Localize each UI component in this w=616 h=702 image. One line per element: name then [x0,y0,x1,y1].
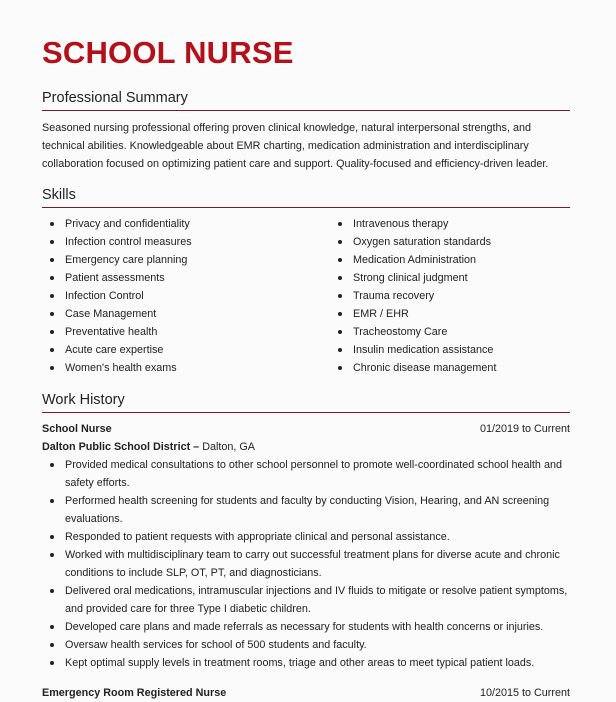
skills-list [42,215,570,377]
skills-column-1 [42,215,330,377]
skill-item: Acute care expertise [42,341,330,359]
job-bullets [42,456,570,672]
job-entry [42,684,570,702]
section-heading-skills: Skills [42,186,570,208]
skill-item: Insulin medication assistance [330,341,570,359]
job-bullet: Kept optimal supply levels in treatment rooms, triage and other areas to meet typical patient loads. [42,654,570,672]
summary-text: Seasoned nursing professional offering proven clinical knowledge, natural interpersonal strengths, and technical abilities. Knowledgeable about EMR charting, medication administration and interdisciplinary collaboration focused on optimizing patient care and support. Quality-focused and efficiency-driven leader. [42,122,549,170]
skill-item: Infection Control [42,287,330,305]
skill-item: Strong clinical judgment [330,269,570,287]
job-bullet: Worked with multidisciplinary team to carry out successful treatment plans for diverse acute and chronic conditions to include SLP, OT, PT, and diagnosticians. [42,546,570,582]
skill-item: Infection control measures [42,233,330,251]
section-heading-work-history: Work History [42,391,570,413]
job-header [42,684,570,702]
skill-item: Tracheostomy Care [330,323,570,341]
job-bullet: Responded to patient requests with appropriate clinical and personal assistance. [42,528,570,546]
skill-item: Patient assessments [42,269,330,287]
job-bullet: Oversaw health services for school of 500 students and faculty. [42,636,570,654]
job-entry [42,420,570,672]
skill-item: Case Management [42,305,330,323]
job-bullet: Developed care plans and made referrals as necessary for students with health concerns or injuries. [42,618,570,636]
skill-item: Privacy and confidentiality [42,215,330,233]
skill-item: Emergency care planning [42,251,330,269]
skill-item: Preventative health [42,323,330,341]
section-heading-summary: Professional Summary [42,89,570,111]
job-title: Emergency Room Registered Nurse [42,687,227,699]
skill-item: Oxygen saturation standards [330,233,570,251]
job-bullet: Performed health screening for students and faculty by conducting Vision, Hearing, and AN screening evaluations. [42,492,570,528]
skill-item: EMR / EHR [330,305,570,323]
job-employer [42,438,570,456]
skill-item: Women's health exams [42,359,330,377]
job-bullet: Delivered oral medications, intramuscular injections and IV fluids to mitigate or resolve patient symptoms, and provided care for three Type I diabetic children. [42,582,570,618]
job-dates: 10/2015 to Current [479,687,570,699]
skill-item: Medication Administration [330,251,570,269]
job-company: Dalton Public School District [42,441,191,453]
job-header [42,420,570,438]
job-dates: 01/2019 to Current [479,423,570,435]
skill-item: Trauma recovery [330,287,570,305]
skill-item: Chronic disease management [330,359,570,377]
job-separator: – [190,441,203,453]
skills-column-2 [330,215,570,377]
skill-item: Intravenous therapy [330,215,570,233]
job-bullet: Provided medical consultations to other school personnel to promote well-coordinated school health and safety efforts. [42,456,570,492]
job-title: School Nurse [42,423,112,435]
job-location: Dalton, GA [202,441,256,453]
resume-name: SCHOOL NURSE [42,35,294,70]
